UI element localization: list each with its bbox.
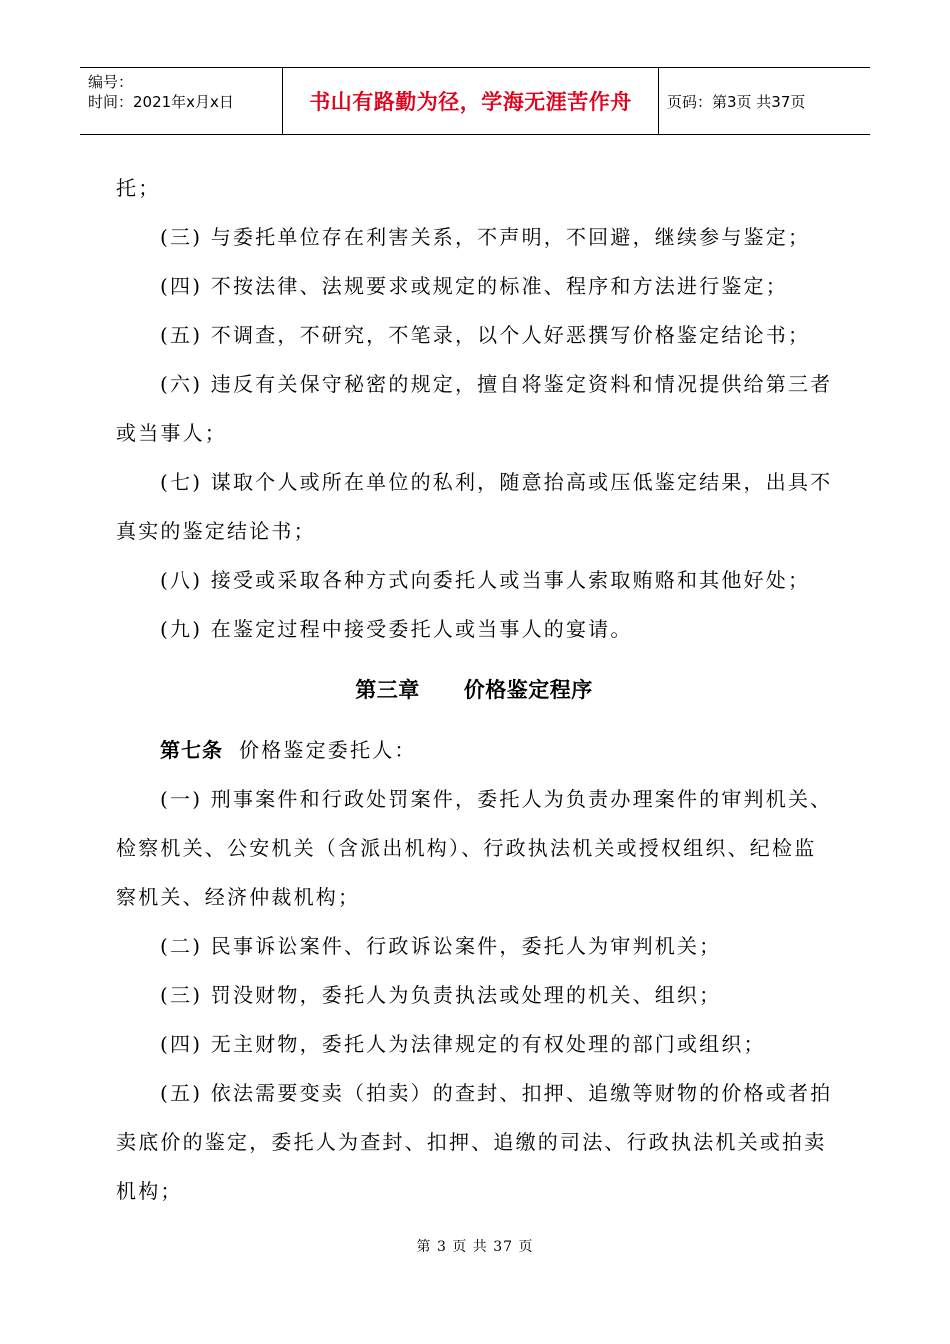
document-date-label: 时间：2021年x月x日	[88, 93, 234, 111]
paragraph: (九) 在鉴定过程中接受委托人或当事人的宴请。	[160, 617, 633, 641]
paragraph: 或当事人；	[116, 421, 227, 445]
header-page-info: 页码：第3页 共37页	[667, 92, 806, 111]
paragraph: (五) 不调查，不研究，不笔录，以个人好恶撰写价格鉴定结论书；	[160, 323, 811, 347]
paragraph: (六) 违反有关保守秘密的规定，擅自将鉴定资料和情况提供给第三者	[160, 372, 833, 396]
paragraph: 真实的鉴定结论书；	[116, 519, 316, 543]
paragraph: 察机关、经济仲裁机构；	[116, 885, 361, 909]
paragraph: 卖底价的鉴定，委托人为查封、扣押、追缴的司法、行政执法机关或拍卖	[116, 1130, 827, 1154]
article-label: 第七条	[160, 738, 223, 762]
document-body	[116, 164, 836, 1216]
article-paragraph	[116, 726, 836, 775]
chapter-title: 价格鉴定程序	[463, 678, 593, 702]
paragraph: (一) 刑事案件和行政处罚案件，委托人为负责办理案件的审判机关、	[160, 787, 833, 811]
paragraph: (八) 接受或采取各种方式向委托人或当事人索取贿赂和其他好处；	[160, 568, 811, 592]
header-motto: 书山有路勤为径，学海无涯苦作舟	[283, 68, 659, 134]
paragraph: (七) 谋取个人或所在单位的私利，随意抬高或压低鉴定结果，出具不	[160, 470, 833, 494]
header-meta	[80, 68, 283, 134]
paragraph: (四) 无主财物，委托人为法律规定的有权处理的部门或组织；	[160, 1032, 766, 1056]
paragraph: 检察机关、公安机关（含派出机构）、行政执法机关或授权组织、纪检监	[116, 836, 817, 860]
document-number-label: 编号：	[88, 73, 134, 91]
article-text: 价格鉴定委托人：	[239, 738, 417, 762]
document-header	[80, 67, 870, 135]
chapter-number: 第三章	[355, 678, 420, 702]
paragraph: 托；	[116, 176, 161, 200]
paragraph: (三) 罚没财物，委托人为负责执法或处理的机关、组织；	[160, 983, 722, 1007]
paragraph: 机构；	[116, 1179, 183, 1203]
paragraph: (二) 民事诉讼案件、行政诉讼案件，委托人为审判机关；	[160, 934, 722, 958]
paragraph: (五) 依法需要变卖（拍卖）的查封、扣押、追缴等财物的价格或者拍	[160, 1081, 833, 1105]
page-footer: 第 3 页 共 37 页	[416, 1239, 534, 1255]
paragraph: (四) 不按法律、法规要求或规定的标准、程序和方法进行鉴定；	[160, 274, 788, 298]
paragraph: (三) 与委托单位存在利害关系，不声明，不回避，继续参与鉴定；	[160, 225, 811, 249]
chapter-heading	[112, 654, 836, 726]
